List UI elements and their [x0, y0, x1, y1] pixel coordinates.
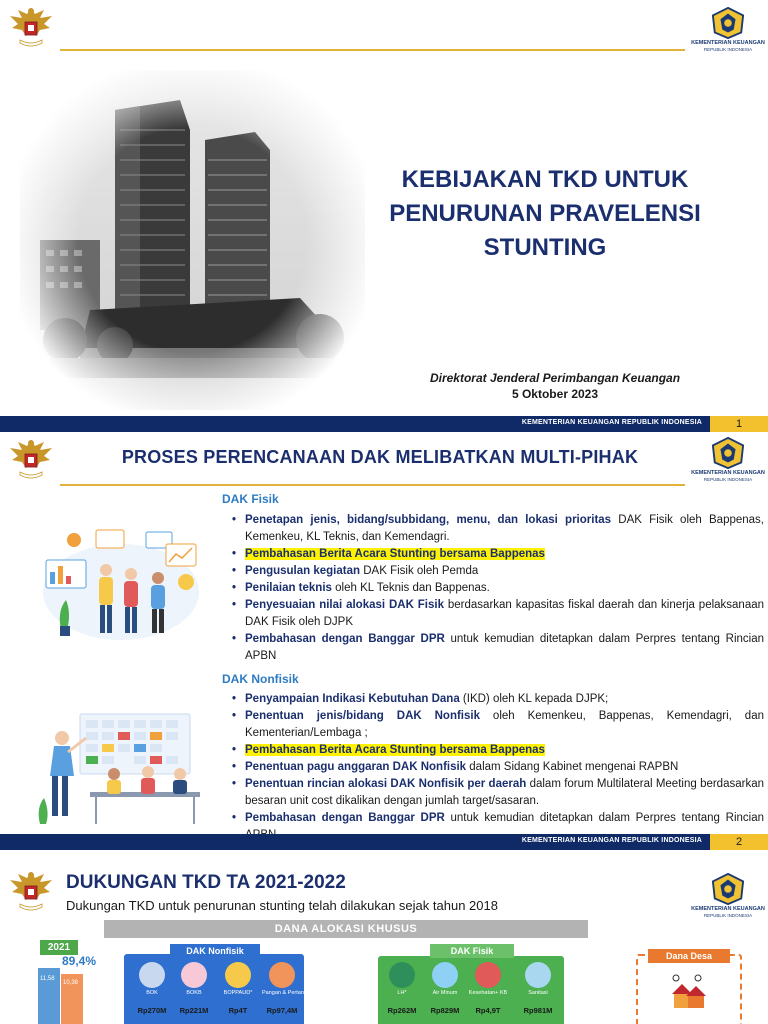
garuda-emblem-icon	[6, 434, 56, 484]
air-minum-item: Air Minum Rp829M	[425, 962, 465, 1015]
garuda-emblem-icon	[6, 2, 56, 52]
footer-bar	[0, 834, 768, 850]
list-item: • Penilaian teknis oleh KL Teknis dan Bappenas.	[232, 580, 764, 597]
kemenkeu-logo	[690, 6, 766, 52]
garuda-emblem-icon	[6, 866, 56, 916]
presentation-date: 5 Oktober 2023	[511, 387, 599, 401]
list-item: • Pengusulan kegiatan DAK Fisik oleh Pemda	[232, 563, 764, 580]
year-badge: 2021	[40, 940, 78, 955]
earth-icon	[389, 962, 415, 988]
header-gold-line	[60, 484, 685, 486]
kesehatan-item: Kesehatan+ KB Rp4,9T	[468, 962, 508, 1015]
logo-line-1: KEMENTERIAN KEUANGAN	[691, 906, 765, 912]
list-item: • Pembahasan dengan Banggar DPR untuk kemudian ditetapkan dalam Perpres tentang Rincian	[232, 810, 764, 844]
list-item: • Pembahasan Berita Acara Stunting bersama Bappenas	[232, 742, 764, 759]
dak-fisik-list	[232, 512, 764, 665]
slide-title: PROSES PERENCANAAN DAK MELIBATKAN MULTI-PIHAK	[121, 447, 639, 467]
planning-board-illustration	[30, 708, 210, 828]
presenter-info	[400, 370, 710, 402]
presentation-title	[380, 163, 710, 265]
pangan-item: Pangan & Pertanian* Rp97,4M	[262, 962, 302, 1015]
dak-fisik-heading: DAK Fisik	[222, 492, 279, 506]
title-line-1: KEBIJAKAN TKD UNTUK	[401, 166, 689, 193]
dana-desa-tag: Dana Desa	[648, 949, 730, 963]
medical-cross-icon	[475, 962, 501, 988]
list-item: • Penentuan pagu anggaran DAK Nonfisik dalam Sidang Kabinet mengenai RAPBN	[232, 759, 764, 776]
list-item: • Pembahasan dengan Banggar DPR untuk kemudian ditetapkan dalam Perpres tentang Rincian APBN	[232, 631, 764, 665]
logo-line-1: KEMENTERIAN KEUANGAN	[691, 470, 765, 476]
dak-nonfisik-list	[232, 691, 764, 844]
bokb-item: BOKB Rp221M	[174, 962, 214, 1015]
family-icon	[181, 962, 207, 988]
sanitasi-item: Sanitasi Rp981M	[518, 962, 558, 1015]
dak-fisik-tag: DAK Fisik	[430, 944, 514, 958]
slide-title: DUKUNGAN TKD TA 2021-2022	[66, 872, 346, 893]
percent-label: 89,4%	[62, 954, 97, 968]
logo-line-2: REPUBLIK INDONESIA	[703, 47, 753, 52]
footer-text: KEMENTERIAN KEUANGAN REPUBLIK INDONESIA	[521, 837, 702, 844]
children-icon	[225, 962, 251, 988]
slide-2	[0, 432, 768, 850]
list-item: • Penentuan jenis/bidang DAK Nonfisik oleh Kemenkeu, Bappenas, Kemendagri, dan Kementerian/Lembaga ;	[232, 708, 764, 742]
boppaud-item: BOPPAUD* Rp4T	[218, 962, 258, 1015]
food-plate-icon	[269, 962, 295, 988]
hospital-icon	[139, 962, 165, 988]
footer-bar	[0, 416, 768, 432]
slide-3	[0, 850, 768, 1024]
title-line-2: PENURUNAN PRAVELENSI	[389, 200, 701, 227]
kemenkeu-logo	[690, 436, 766, 482]
lh-item: LH* Rp262M	[382, 962, 422, 1015]
dak-banner: DANA ALOKASI KHUSUS	[104, 920, 588, 938]
logo-line-2: REPUBLIK INDONESIA	[703, 913, 753, 918]
list-item: • Penyampaian Indikasi Kebutuhan Dana (IKD) oleh KL kepada DJPK;	[232, 691, 764, 708]
water-drop-icon	[432, 962, 458, 988]
page-number: 2	[710, 834, 768, 850]
kemenkeu-emblem-icon	[709, 872, 747, 906]
list-item: • Penetapan jenis, bidang/subbidang, menu, dan lokasi prioritas DAK Fisik oleh Bappenas, Kemenkeu, KL Teknis, dan Kemendagri.	[232, 512, 764, 546]
kemenkeu-emblem-icon	[709, 436, 747, 470]
dak-nonfisik-tag: DAK Nonfisik	[170, 944, 260, 958]
header-gold-line	[60, 49, 685, 51]
kemenkeu-logo	[690, 872, 766, 918]
list-item: • Pembahasan Berita Acara Stunting bersama Bappenas	[232, 546, 764, 563]
dak-nonfisik-heading: DAK Nonfisik	[222, 672, 299, 686]
kemenkeu-emblem-icon	[709, 6, 747, 40]
ministry-building-photo	[20, 70, 365, 410]
organization-name: Direktorat Jenderal Perimbangan Keuangan	[429, 371, 681, 385]
village-icon	[668, 972, 708, 1012]
footer-text: KEMENTERIAN KEUANGAN REPUBLIK INDONESIA	[521, 419, 702, 426]
bar-a-label: 11,58	[40, 976, 55, 982]
slide-1	[0, 0, 768, 432]
logo-line-1: KEMENTERIAN KEUANGAN	[691, 40, 765, 46]
list-item: • Penentuan rincian alokasi DAK Nonfisik per daerah dalam forum Multilateral Meeting berdasarkan besaran unit cost dikalikan dengan jumlah target/sasaran.	[232, 776, 764, 810]
bar-b-label: 10,38	[63, 980, 79, 986]
logo-line-2: REPUBLIK INDONESIA	[703, 477, 753, 482]
title-line-3: STUNTING	[483, 234, 607, 261]
bok-item: BOK Rp270M	[132, 962, 172, 1015]
list-item: • Penyesuaian nilai alokasi DAK Fisik berdasarkan kapasitas fiskal daerah dan kinerja pelaksanaan DAK Fisik oleh DJPK	[232, 597, 764, 631]
slide-subtitle: Dukungan TKD untuk penurunan stunting telah dilakukan sejak tahun 2018	[66, 898, 498, 913]
team-charts-illustration	[36, 522, 201, 642]
toilet-icon	[525, 962, 551, 988]
page-number: 1	[710, 416, 768, 432]
